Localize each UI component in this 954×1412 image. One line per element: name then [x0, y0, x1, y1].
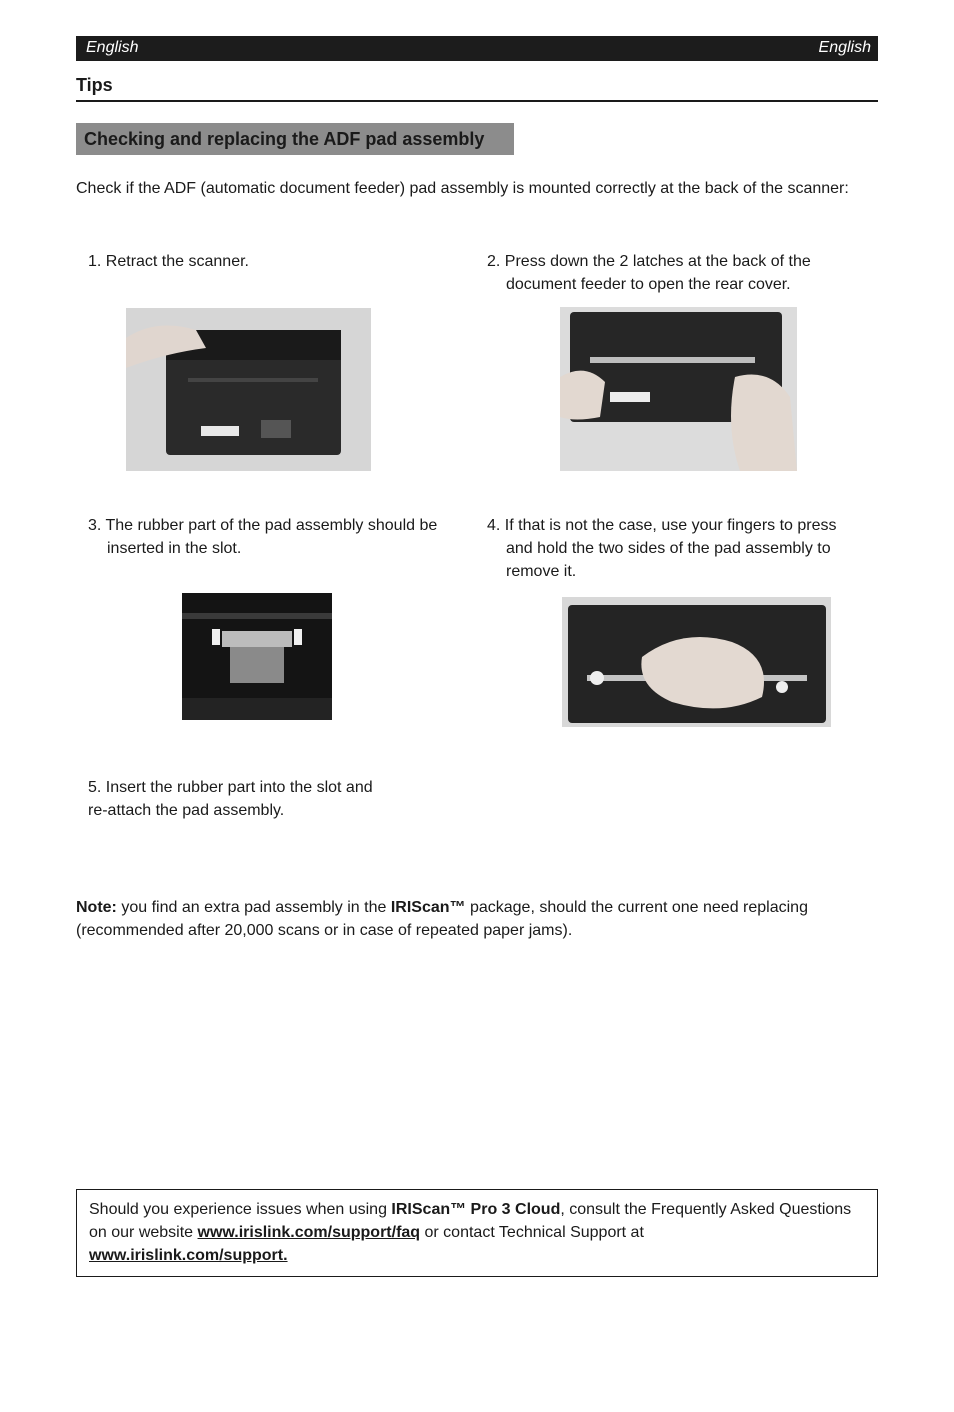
step-2-photo: [560, 307, 797, 471]
note-label: Note:: [76, 899, 117, 916]
step-3-text: 3. The rubber part of the pad assembly should be inserted in the slot.: [88, 517, 438, 557]
step-2-text: 2. Press down the 2 latches at the back of the document feeder to open the rear cover.: [487, 253, 811, 293]
step-4-text: 4. If that is not the case, use your fingers to press and hold the two sides of the pad assembly to remove it.: [487, 517, 837, 580]
step-4-photo: [562, 597, 831, 727]
scanner-retract-image: [126, 308, 371, 471]
header-language-right: English: [818, 39, 871, 56]
step-5-text: 5. Insert the rubber part into the slot and re-attach the pad assembly.: [88, 779, 373, 819]
support-box: Should you experience issues when using IRIScan™ Pro 3 Cloud, consult the Frequently Asked Questions on our website www.irislink.com/support/faq or contact Technical Support at www.irislink.com/support.: [76, 1189, 878, 1277]
faq-link[interactable]: www.irislink.com/support/faq: [197, 1224, 421, 1241]
support-link[interactable]: www.irislink.com/support.: [89, 1247, 288, 1264]
pad-assembly-slot-image: [182, 593, 332, 720]
section-divider: [76, 100, 878, 102]
remove-pad-assembly-image: [562, 597, 831, 727]
intro-paragraph: Check if the ADF (automatic document feeder) pad assembly is mounted correctly at the back of the scanner:: [76, 180, 849, 197]
note-product-name: IRIScan™: [390, 899, 466, 916]
subsection-title: Checking and replacing the ADF pad assembly: [84, 129, 485, 149]
step-1-text: 1. Retract the scanner.: [88, 253, 249, 270]
header-bar: [76, 36, 878, 61]
section-title: Tips: [76, 75, 113, 95]
support-product-name: IRIScan™ Pro 3 Cloud: [391, 1201, 561, 1218]
step-3-photo: [182, 593, 332, 720]
scanner-rear-cover-image: [560, 307, 797, 471]
header-language-left: English: [86, 39, 139, 56]
subsection-heading: [76, 123, 514, 155]
step-1-photo: [126, 308, 371, 471]
note-paragraph: Note: you find an extra pad assembly in the IRIScan™ package, should the current one need replacing (recommended after 20,000 scans or in case of repeated paper jams).: [76, 899, 808, 939]
